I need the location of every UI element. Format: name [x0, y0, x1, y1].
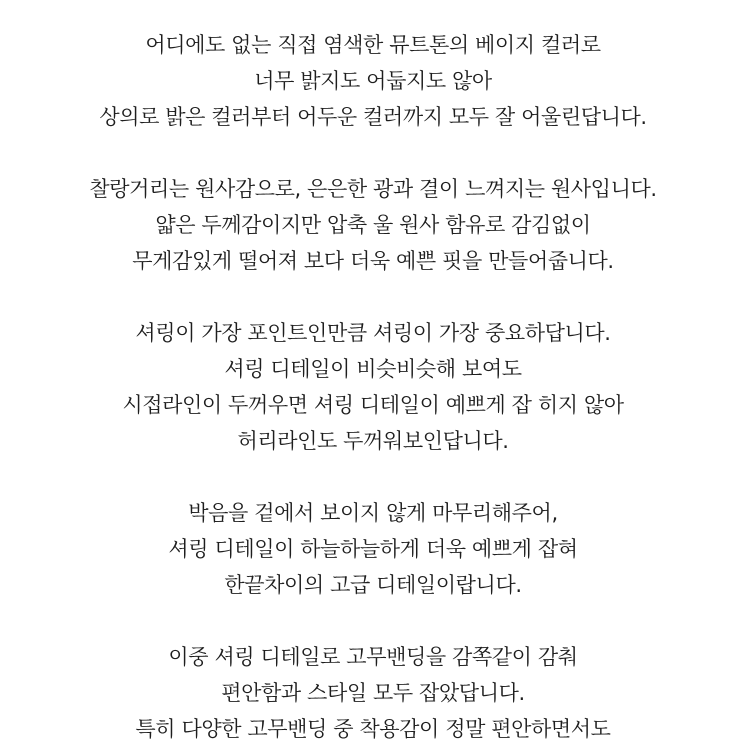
text-line: 시접라인이 두꺼우면 셔링 디테일이 예쁘게 잡 히지 않아	[122, 393, 624, 417]
text-line: 셔링 디테일이 하늘하늘하게 더욱 예쁘게 잡혀	[168, 537, 578, 561]
text-line: 셔링이 가장 포인트인만큼 셔링이 가장 중요하답니다.	[135, 321, 611, 345]
text-line: 편안함과 스타일 모두 잡았답니다.	[221, 681, 525, 705]
text-line: 얇은 두께감이지만 압축 울 원사 함유로 감김없이	[155, 213, 591, 237]
text-line: 상의로 밝은 컬러부터 어두운 컬러까지 모두 잘 어울린답니다.	[99, 105, 647, 129]
text-line: 박음을 겉에서 보이지 않게 마무리해주어,	[188, 501, 558, 525]
text-line: 무게감있게 떨어져 보다 더욱 예쁜 핏을 만들어줍니다.	[132, 249, 614, 273]
text-line: 특히 다양한 고무밴딩 중 착용감이 정말 편안하면서도	[135, 717, 611, 741]
text-line: 이중 셔링 디테일로 고무밴딩을 감쪽같이 감춰	[168, 645, 578, 669]
text-line: 허리라인도 두꺼워보인답니다.	[237, 429, 509, 453]
text-line: 셔링 디테일이 비슷비슷해 보여도	[224, 357, 522, 381]
text-line: 어디에도 없는 직접 염색한 뮤트톤의 베이지 컬러로	[145, 33, 601, 57]
text-line: 한끝차이의 고급 디테일이랍니다.	[224, 573, 522, 597]
text-line: 너무 밝지도 어둡지도 않아	[254, 69, 492, 93]
text-line: 찰랑거리는 원사감으로, 은은한 광과 결이 느껴지는 원사입니다.	[89, 177, 657, 201]
